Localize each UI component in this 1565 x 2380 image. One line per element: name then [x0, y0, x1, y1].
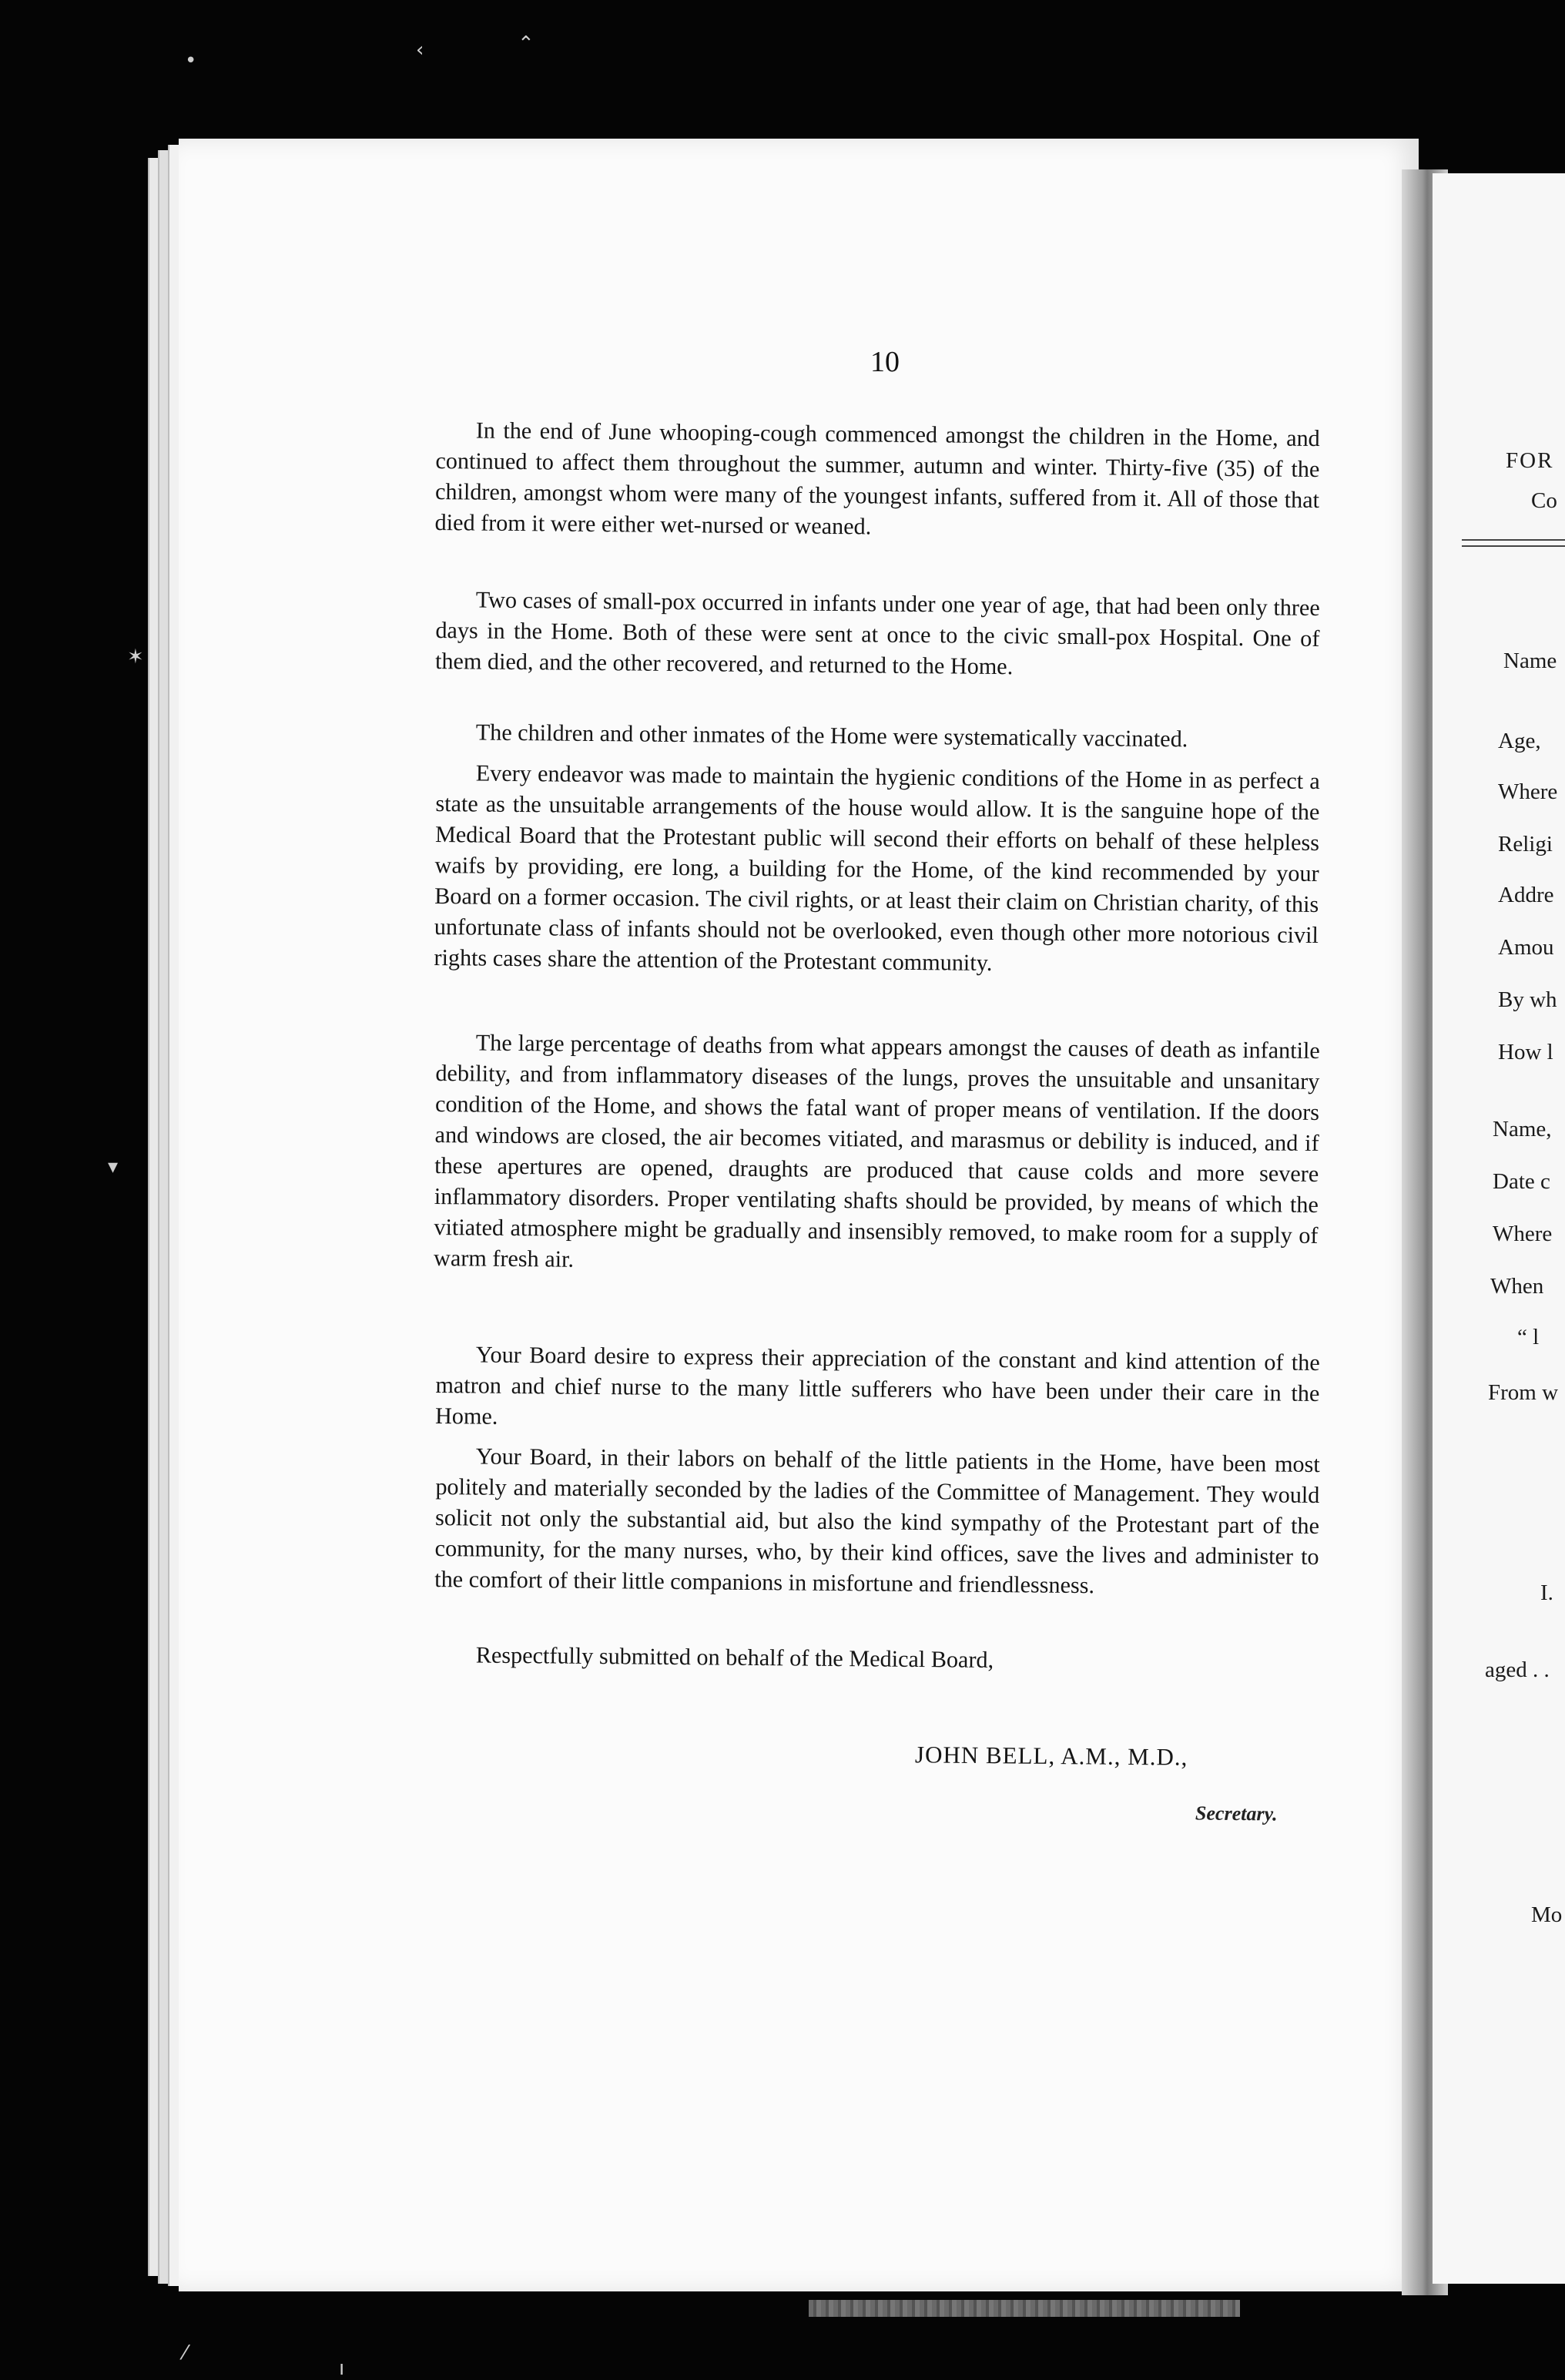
aged-label: aged . .	[1485, 1658, 1550, 1682]
body-paragraph: In the end of June whooping-cough commenced amongst the children in the Home, and continued to affect them throughout the summer, autumn and winter. Thirty-five (35) of the children, amongst whom were many of the youngest infants, suffered from it. All of those that died from it were either wet-nursed or weaned.	[434, 417, 1320, 540]
dust-speck: ⁄	[183, 2341, 187, 2365]
closing-line: Respectfully submitted on behalf of the Medical Board,	[475, 1641, 994, 1673]
footer-label: Mo	[1531, 1902, 1563, 1927]
form-field-label: Where	[1498, 779, 1558, 804]
right-page-subheading: Co	[1531, 488, 1557, 513]
dust-speck: ✶	[127, 645, 144, 669]
form-field-label: Where	[1493, 1222, 1553, 1246]
signature-title: Secretary.	[1195, 1802, 1278, 1825]
form-field-label: Date c	[1493, 1169, 1550, 1194]
double-rule	[1462, 545, 1565, 547]
dust-speck: ‹	[416, 39, 424, 62]
form-field-label: Amou	[1498, 935, 1554, 960]
form-field-label: From w	[1488, 1380, 1559, 1405]
signature-name: JOHN BELL, A.M., M.D.,	[914, 1741, 1188, 1771]
form-field-label: How l	[1498, 1040, 1553, 1064]
body-paragraph: Two cases of small-pox occurred in infants under one year of age, that had been only three days in the Home. Both of these were sent at once to the civic small-pox Hospital. One of them died, and the other recovered, and returned to the Home.	[434, 586, 1320, 680]
body-paragraph: Your Board, in their labors on behalf of the little patients in the Home, have been most politely and materially seconded by the ladies of the Committee of Management. They would solicit not only the substantial aid, but also the kind sympathy of the Protestant part of the community, for the many nurses, who, by their kind offices, save the lives and administer to the comfort of their little companions in misfortune and friendlessness.	[434, 1443, 1320, 1599]
body-paragraph: Every endeavor was made to maintain the hygienic conditions of the Home in as perfect a state as the unsuitable arrangements of the house would allow. It is the sanguine hope of the Medical Board that the Protestant public will second their efforts on behalf of these helpless waifs by providing, ere long, a building for the Home, of the kind recommended by your Board on a former occasion. The civil rights, or at least their claim on Christian charity, of this unfortunate class of infants should not be overlooked, even though other more notorious civil rights cases share the attention of the Protestant community.	[434, 759, 1320, 976]
form-field-label: Age,	[1498, 729, 1541, 753]
form-field-label: Name	[1503, 649, 1557, 673]
form-field-label: “ l	[1517, 1325, 1540, 1349]
double-rule	[1462, 539, 1565, 541]
numbered-item: I.	[1540, 1581, 1553, 1605]
dust-speck: ⌃	[518, 32, 535, 55]
right-page-heading: FOR	[1506, 448, 1554, 473]
body-paragraph: The children and other inmates of the Home were systematically vaccinated.	[475, 719, 1188, 753]
body-paragraph: The large percentage of deaths from what appears amongst the causes of death as infantile debility, and from inflammatory diseases of the lungs, proves the unsuitable and unsanitary condition of the Home, and shows the fatal want of proper means of ventilation. If the doors and windows are closed, the air becomes vitiated, and marasmus or debility is induced, and if these apertures are opened, draughts are produced that cause colds and more severe inflammatory disorders. Proper ventilating shafts should be provided, by means of which the vitiated atmosphere might be gradually and insensibly removed, to make room for a supply of warm fresh air.	[433, 1029, 1320, 1272]
form-field-label: When	[1490, 1274, 1544, 1299]
dust-speck: •	[185, 49, 197, 72]
dust-speck: ı	[339, 2357, 345, 2380]
dust-speck: ▾	[108, 1155, 119, 1178]
form-field-label: By wh	[1498, 987, 1557, 1012]
form-field-label: Name,	[1493, 1117, 1552, 1141]
form-field-label: Religi	[1498, 832, 1553, 856]
body-paragraph: Your Board desire to express their appreciation of the constant and kind attention of the matron and chief nurse to the many little sufferers who have been under their care in the Home.	[434, 1341, 1320, 1430]
page-edge-strip	[809, 2300, 1240, 2317]
page-number: 10	[870, 346, 900, 378]
form-field-label: Addre	[1498, 883, 1554, 907]
